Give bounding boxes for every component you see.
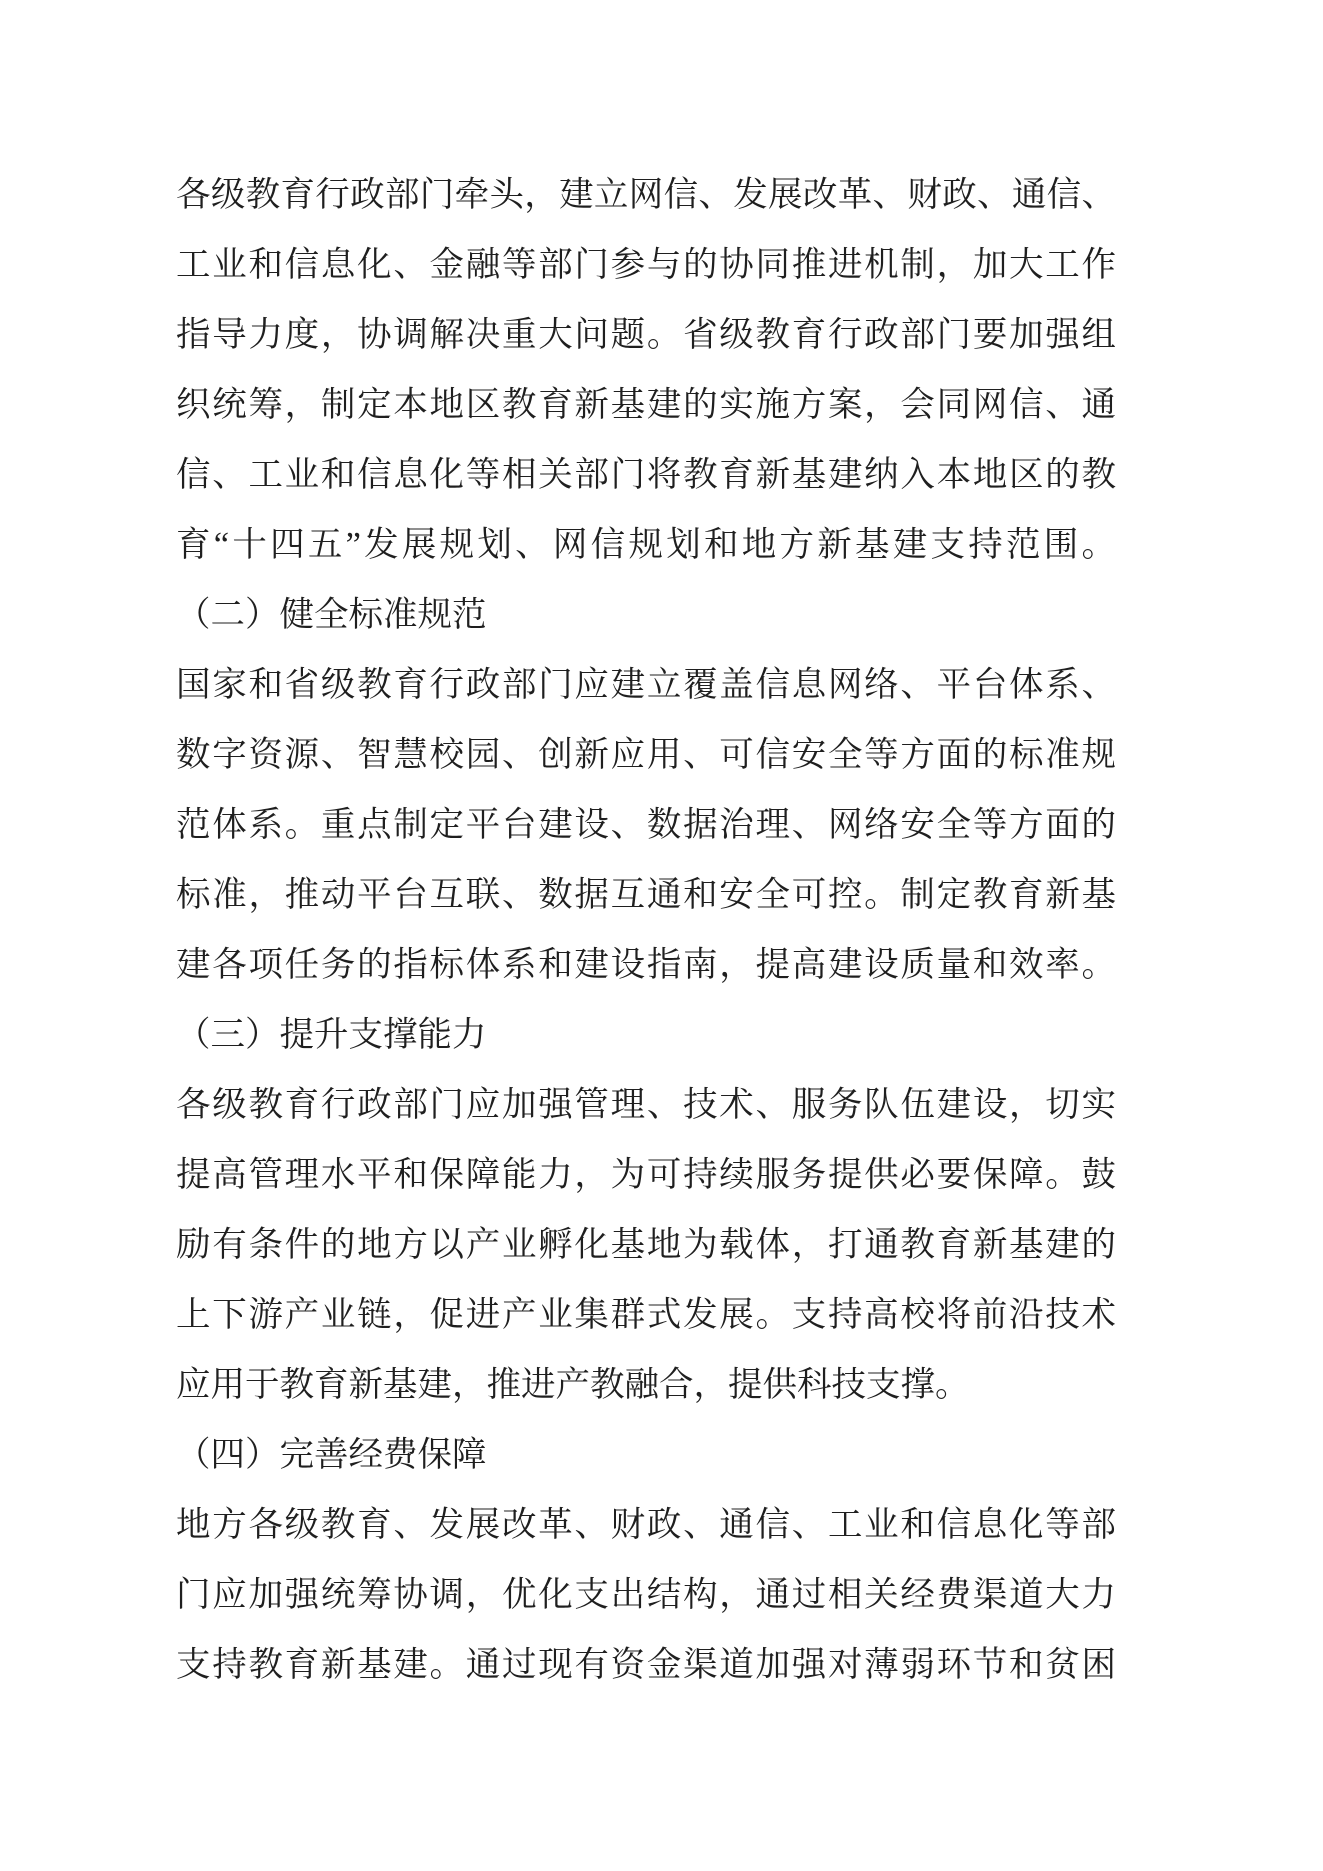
text-block: [176, 160, 1116, 1700]
body-text-line: 励有条件的地方以产业孵化基地为载体，打通教育新基建的: [176, 1226, 1116, 1264]
body-text-line: 指导力度，协调解决重大问题。省级教育行政部门要加强组: [176, 316, 1116, 354]
body-text-line: 国家和省级教育行政部门应建立覆盖信息网络、平台体系、: [176, 666, 1116, 704]
body-text-line: 数字资源、智慧校园、创新应用、可信安全等方面的标准规: [176, 736, 1116, 774]
body-text-line: 门应加强统筹协调，优化支出结构，通过相关经费渠道大力: [176, 1576, 1116, 1614]
body-text-line: 支持教育新基建。通过现有资金渠道加强对薄弱环节和贫困: [176, 1646, 1116, 1684]
body-text-line: 地方各级教育、发展改革、财政、通信、工业和信息化等部: [176, 1506, 1116, 1544]
body-text-line: 应用于教育新基建，推进产教融合，提供科技支撑。: [176, 1366, 970, 1404]
section-heading: （四）完善经费保障: [176, 1436, 487, 1474]
body-text-line: 建各项任务的指标体系和建设指南，提高建设质量和效率。: [176, 946, 1116, 984]
body-text-line: 上下游产业链，促进产业集群式发展。支持高校将前沿技术: [176, 1296, 1116, 1334]
section-heading: （二）健全标准规范: [176, 596, 487, 634]
section-heading: （三）提升支撑能力: [176, 1016, 487, 1054]
body-text-line: 工业和信息化、金融等部门参与的协同推进机制，加大工作: [176, 246, 1116, 284]
body-text-line: 提高管理水平和保障能力，为可持续服务提供必要保障。鼓: [176, 1156, 1116, 1194]
body-text-line: 织统筹，制定本地区教育新基建的实施方案，会同网信、通: [176, 386, 1116, 424]
body-text-line: 育“十四五”发展规划、网信规划和地方新基建支持范围。: [176, 526, 1116, 564]
body-text-line: 各级教育行政部门牵头，建立网信、发展改革、财政、通信、: [176, 176, 1116, 214]
body-text-line: 标准，推动平台互联、数据互通和安全可控。制定教育新基: [176, 876, 1116, 914]
body-text-line: 范体系。重点制定平台建设、数据治理、网络安全等方面的: [176, 806, 1116, 844]
body-text-line: 各级教育行政部门应加强管理、技术、服务队伍建设，切实: [176, 1086, 1116, 1124]
body-text-line: 信、工业和信息化等相关部门将教育新基建纳入本地区的教: [176, 456, 1116, 494]
